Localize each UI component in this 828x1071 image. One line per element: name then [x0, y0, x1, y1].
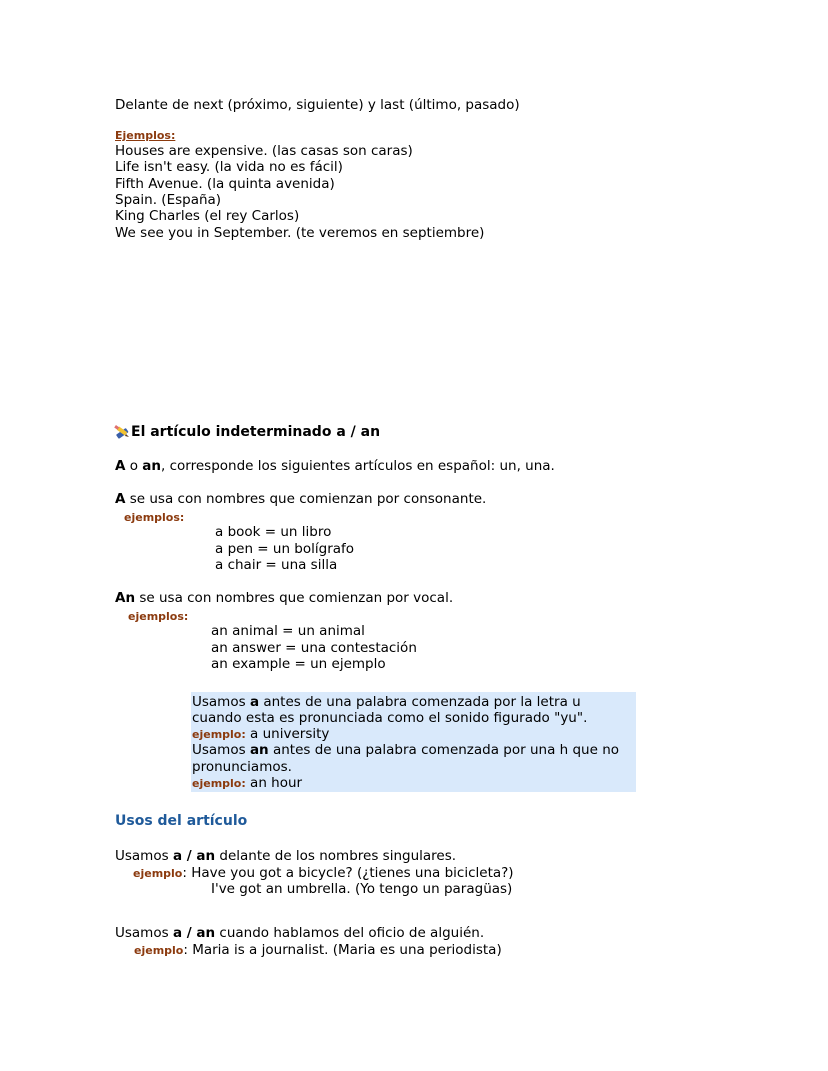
example-line: a book = un libro — [215, 524, 332, 540]
heading-text: El artículo indeterminado a / an — [131, 424, 381, 440]
pencil-icon — [114, 423, 130, 444]
example-line: a chair = una silla — [215, 557, 338, 573]
example-line: an answer = una contestación — [211, 640, 417, 656]
example-line: We see you in September. (te veremos en septiembre) — [115, 225, 485, 241]
note-line: cuando esta es pronunciada como el sonido figurado "yu". — [192, 710, 588, 726]
a-rule: A se usa con nombres que comienzan por consonante. — [115, 491, 487, 507]
intro-text: Delante de next (próximo, siguiente) y last (último, pasado) — [115, 97, 520, 113]
usos-example: ejemplo: Maria is a journalist. (Maria es una periodista) — [134, 942, 502, 958]
ejemplos-label: ejemplos: — [124, 511, 185, 524]
intro-paragraph: A o an, corresponde los siguientes artículos en español: un, una. — [115, 458, 555, 474]
note-example: ejemplo: a university — [192, 726, 330, 742]
note-line: Usamos an antes de una palabra comenzada por una h que no — [192, 742, 620, 758]
example-line: Spain. (España) — [115, 192, 222, 208]
note-line: Usamos a antes de una palabra comenzada por la letra u — [192, 694, 581, 710]
examples-label: Ejemplos: — [115, 129, 176, 142]
section-heading — [114, 423, 380, 444]
example-line: King Charles (el rey Carlos) — [115, 208, 300, 224]
usos-rule-1: Usamos a / an delante de los nombres singulares. — [115, 848, 457, 864]
note-line: pronunciamos. — [192, 759, 292, 775]
example-line: an example = un ejemplo — [211, 656, 386, 672]
note-box — [191, 692, 636, 792]
usos-heading: Usos del artículo — [115, 813, 248, 829]
example-line: Fifth Avenue. (la quinta avenida) — [115, 176, 335, 192]
usos-example: I've got an umbrella. (Yo tengo un paragüas) — [211, 881, 513, 897]
ejemplos-label: ejemplos: — [128, 610, 189, 623]
example-line: a pen = un bolígrafo — [215, 541, 355, 557]
note-example: ejemplo: an hour — [192, 775, 303, 791]
example-line: an animal = un animal — [211, 623, 365, 639]
example-line: Houses are expensive. (las casas son caras) — [115, 143, 413, 159]
usos-example: ejemplo: Have you got a bicycle? (¿tienes una bicicleta?) — [133, 865, 514, 881]
usos-rule-2: Usamos a / an cuando hablamos del oficio de alguién. — [115, 925, 485, 941]
an-rule: An se usa con nombres que comienzan por vocal. — [115, 590, 454, 606]
example-line: Life isn't easy. (la vida no es fácil) — [115, 159, 343, 175]
